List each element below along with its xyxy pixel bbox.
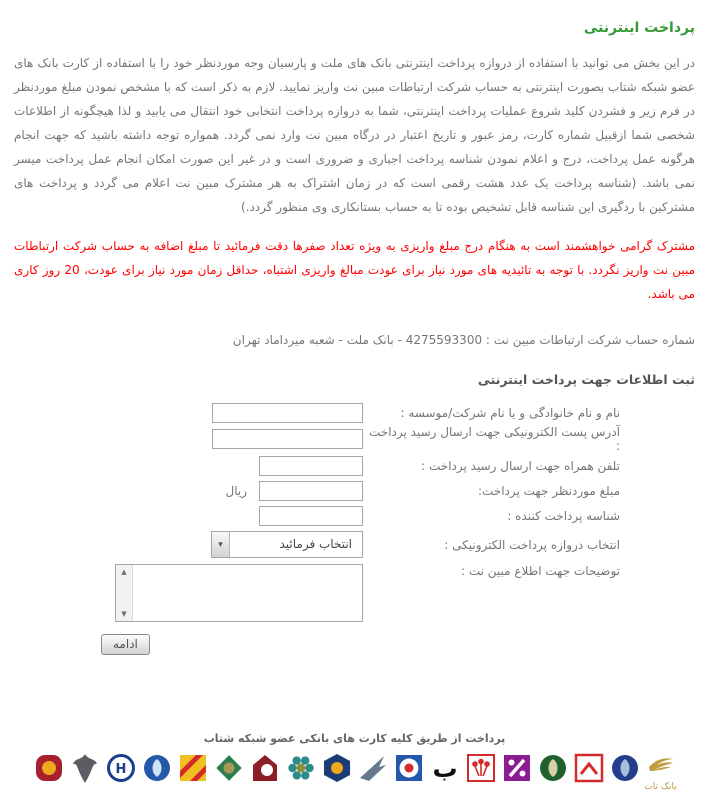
account-number-line: شماره حساب شرکت ارتباطات مبین نت : 4275593300 - بانک ملت - شعبه میرداماد تهران [232,333,695,347]
bank-logo-black-script-icon [428,752,462,784]
bank-logo-red-tulips-icon [464,752,498,784]
form-row-notes [14,564,620,622]
notes-text-content[interactable] [133,565,362,621]
footer [0,732,709,792]
bank-logo-gray-crest-icon [68,752,102,784]
bank-logo-teal-flower-icon [284,752,318,784]
bank-logos [0,752,709,792]
svg-text:H: H [115,762,126,777]
form-row-email [14,425,620,453]
email-field[interactable] [212,429,363,449]
payment-form [14,400,620,656]
tat-bank-label: بانک تات [644,782,677,792]
payer-id-label: شناسه پرداخت کننده : [507,508,620,523]
gateway-label: انتخاب دروازه پرداخت الکترونیکی : [444,537,620,552]
amount-field[interactable] [259,481,363,501]
bank-logo-dark-red-house-icon [248,752,282,784]
bank-logo-gray-bird-icon [356,752,390,784]
form-row-gateway [14,528,620,561]
warning-paragraph: مشترک گرامی خواهشمند است به هنگام درج مبلغ واریزی به ویژه تعداد صفرها دقت فرمائید تا مبلغ اضافه به حساب شرکت ارتباطات مبین نت واریز نگردد. با توجه به تائیدیه های مورد نیاز برای عودت مبالغ واریزی اشتباه، حداقل زمان مورد نیاز برای عودت، 20 روز کاری می باشد. [14,239,695,301]
gateway-select[interactable] [211,531,363,558]
amount-label: مبلغ موردنظر جهت پرداخت: [477,483,620,498]
svg-text:ب: ب [431,754,458,783]
gateway-selected-value: انتخاب فرمائید [279,537,352,551]
name-field[interactable] [212,403,363,423]
shetab-caption: پرداخت از طریق کلیه کارت های بانکی عضو شبکه شتاب [203,732,506,745]
mobile-label: تلفن همراه جهت ارسال رسید پرداخت : [421,458,620,473]
bank-logo-green-emblem-icon [536,752,570,784]
form-row-name [14,400,620,425]
bank-logo-red-knot-icon [32,752,66,784]
bank-logo-blue-target-icon [392,752,426,784]
scroll-down-icon[interactable]: ▼ [121,610,127,618]
mobile-field[interactable] [259,456,363,476]
page-title: پرداخت اینترنتی [583,20,695,36]
notes-label: توضیحات جهت اطلاع مبین نت : [460,564,620,578]
bank-logo-purple-percent-icon [500,752,534,784]
bank-logo-red-stripes-icon [176,752,210,784]
form-row-mobile [14,453,620,478]
notes-textarea[interactable] [115,564,363,622]
intro-paragraph: در این بخش می توانید با استفاده از دروازه پرداخت اینترنتی بانک های ملت و پارسیان وجه موردنظر خود را با استفاده از کارت بانک های عضو شبکه شتاب بصورت اینترنتی به حساب شرکت ارتباطات مبین نت واریز نمایید. لازم به ذکر است که با مشخص نمودن مبلغ موردنظر در فرم زیر و فشردن کلید شروع عملیات پرداخت اینترنتی، شما به دروازه پرداخت انتخابی خود انتقال می یابید و لذا هیچگونه از اطلاعات شخصی شما ازقبیل شماره کارت، رمز عبور و تاریخ اعتبار در درگاه مبین نت وارد نمی گردد. همواره توجه داشته باشید که جهت انجام هرگونه عمل پرداخت، درج و اعلام نمودن شناسه پرداخت اجباری و ضروری است و در غیر این صورت امکان انجام عمل پرداخت میسر نمی باشد. (شناسه پرداخت یک عدد هشت رقمی است که در زمان اشتراک به هر مشترک مبین نت اعلام می گردد و پرداخت های مشترکین با ردگیری این شناسه قابل تشخیص بوده تا به حساب بستانکاری وی منظور گردد.) [14,56,695,214]
bank-logo-navy-emblem-icon [608,752,642,784]
email-label: آدرس پست الکترونیکی جهت ارسال رسید پرداخت : [369,425,620,453]
bank-logo-red-roof-icon [572,752,606,784]
bank-logo-blue-emblem-icon [140,752,174,784]
bank-logo-navy-hexagon-icon [320,752,354,784]
bank-logo-blue-h-icon [104,752,138,784]
bank-logo-tat-icon [644,752,678,792]
form-section-header: ثبت اطلاعات جهت پرداخت اینترنتی [477,372,695,387]
name-label: نام و نام خانوادگی و یا نام شرکت/موسسه : [400,405,620,420]
scroll-up-icon[interactable]: ▲ [121,568,127,576]
form-row-submit [14,631,620,656]
form-row-amount [14,478,620,503]
form-row-payer-id [14,503,620,528]
internet-payment-page [0,20,709,800]
textarea-scrollbar[interactable] [116,565,133,621]
continue-button[interactable]: ادامه [101,634,150,655]
payer-id-field[interactable] [259,506,363,526]
rial-unit-label: ریال [225,484,247,499]
bank-logo-green-diamond-icon [212,752,246,784]
chevron-down-icon[interactable]: ▾ [212,532,230,557]
